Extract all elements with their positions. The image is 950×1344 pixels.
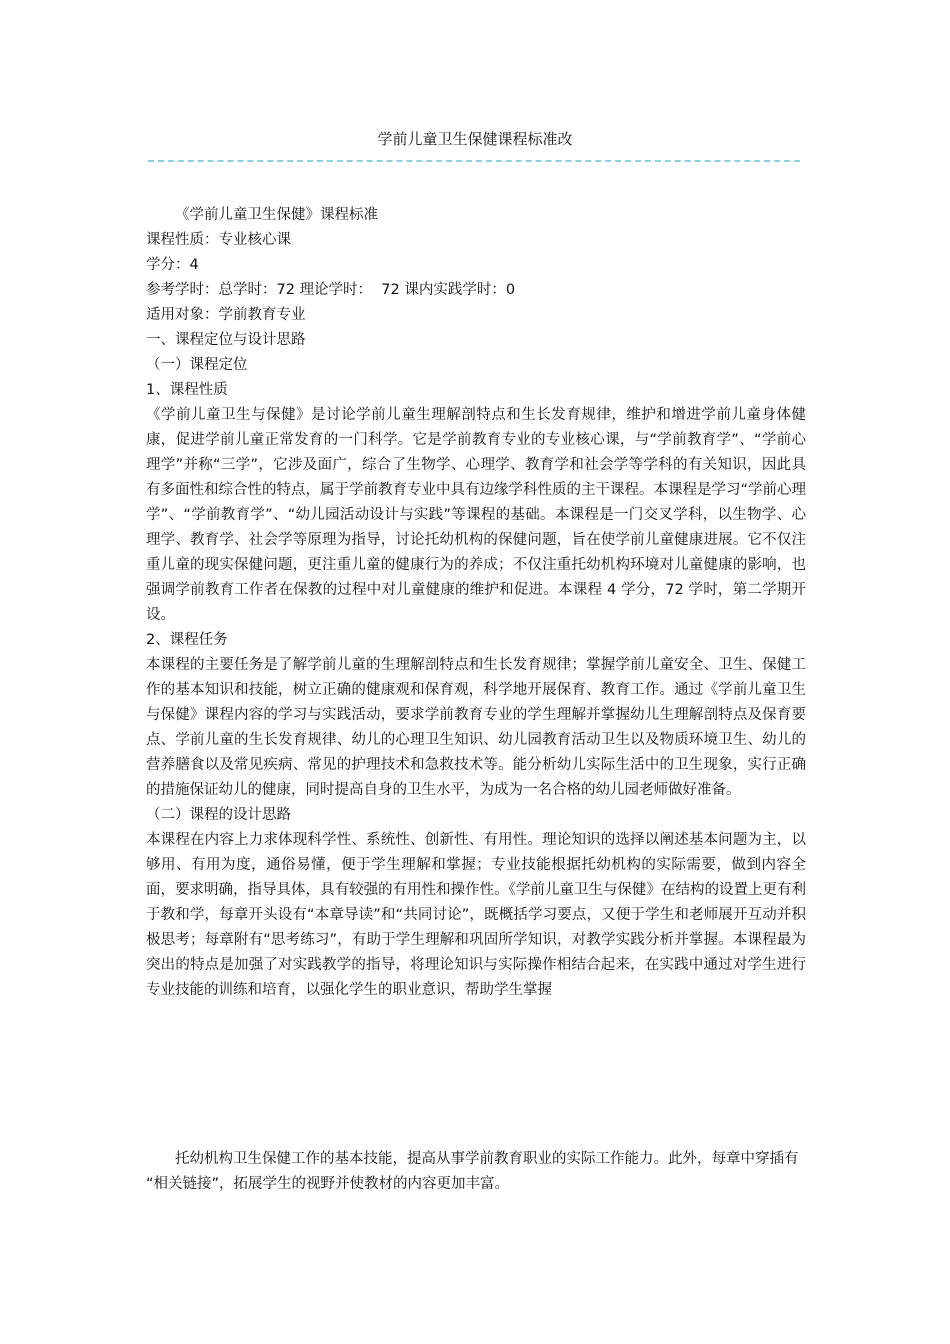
course-hours: 参考学时：总学时：72 理论学时： 72 课内实践学时：0 [146,282,516,298]
course-nature: 课程性质：专业核心课 [146,232,291,248]
item-heading-2: 2、课程任务 [146,632,228,648]
document-title: 学前儿童卫生保健课程标准改 [377,130,573,148]
continuation-paragraph-end: “相关链接”，拓展学生的视野并使教材的内容更加丰富。 [146,1176,510,1192]
continuation-block [146,1147,806,1197]
document-body [146,203,806,1003]
course-audience: 适用对象：学前教育专业 [146,307,306,323]
subsection-heading-2: （二）课程的设计思路 [146,807,291,823]
paragraph-design-ideas: 本课程在内容上力求体现科学性、系统性、创新性、有用性。理论知识的选择以阐述基本问题为主，以够用、有用为度，通俗易懂，便于学生理解和掌握；专业技能根据托幼机构的实际需要，做到内容全面，要求明确，指导具体，具有较强的有用性和操作性。《学前儿童卫生与保健》在结构的设置上更有利于教和学，每章开头设有“本章导读”和“共同讨论”，既概括学习要点，又便于学生和老师展开互动并积极思考；每章附有“思考练习”，有助于学生理解和巩固所学知识，对教学实践分析并掌握。本课程最为突出的特点是加强了对实践教学的指导，将理论知识与实际操作相结合起来，在实践中通过对学生进行专业技能的训练和培育，以强化学生的职业意识，帮助学生掌握 [146,832,806,998]
section-heading-1: 一、课程定位与设计思路 [146,332,306,348]
subsection-heading-1: （一）课程定位 [146,357,248,373]
continuation-paragraph: 托幼机构卫生保健工作的基本技能，提高从事学前教育职业的实际工作能力。此外，每章中穿插有 [175,1151,799,1167]
title-dashed-rule [148,160,800,162]
course-name: 《学前儿童卫生保健》课程标准 [175,207,378,223]
course-credits: 学分：4 [146,257,199,273]
paragraph-course-tasks: 本课程的主要任务是了解学前儿童的生理解剖特点和生长发育规律；掌握学前儿童安全、卫生、保健工作的基本知识和技能，树立正确的健康观和保育观，科学地开展保育、教育工作。通过《学前儿童卫生与保健》课程内容的学习与实践活动，要求学前教育专业的学生理解并掌握幼儿生理解剖特点及保育要点、学前儿童的生长发育规律、幼儿的心理卫生知识、幼儿园教育活动卫生以及物质环境卫生、幼儿的营养膳食以及常见疾病、常见的护理技术和急救技术等。能分析幼儿实际生活中的卫生现象，实行正确的措施保证幼儿的健康，同时提高自身的卫生水平，为成为一名合格的幼儿园老师做好准备。 [146,657,806,798]
item-heading-1: 1、课程性质 [146,382,228,398]
paragraph-course-nature: 《学前儿童卫生与保健》是讨论学前儿童生理解剖特点和生长发育规律，维护和增进学前儿童身体健康，促进学前儿童正常发育的一门科学。它是学前教育专业的专业核心课，与“学前教育学”、“学前心理学”并称“三学”，它涉及面广，综合了生物学、心理学、教育学和社会学等学科的有关知识，因此具有多面性和综合性的特点，属于学前教育专业中具有边缘学科性质的主干课程。本课程是学习“学前心理学”、“学前教育学”、“幼儿园活动设计与实践”等课程的基础。本课程是一门交叉学科，以生物学、心理学、教育学、社会学等原理为指导，讨论托幼机构的保健问题，旨在使学前儿童健康进展。它不仅注重儿童的现实保健问题，更注重儿童的健康行为的养成；不仅注重托幼机构环境对儿童健康的影响，也强调学前教育工作者在保教的过程中对儿童健康的维护和促进。本课程 4 学分，72 学时，第二学期开设。 [146,407,807,623]
